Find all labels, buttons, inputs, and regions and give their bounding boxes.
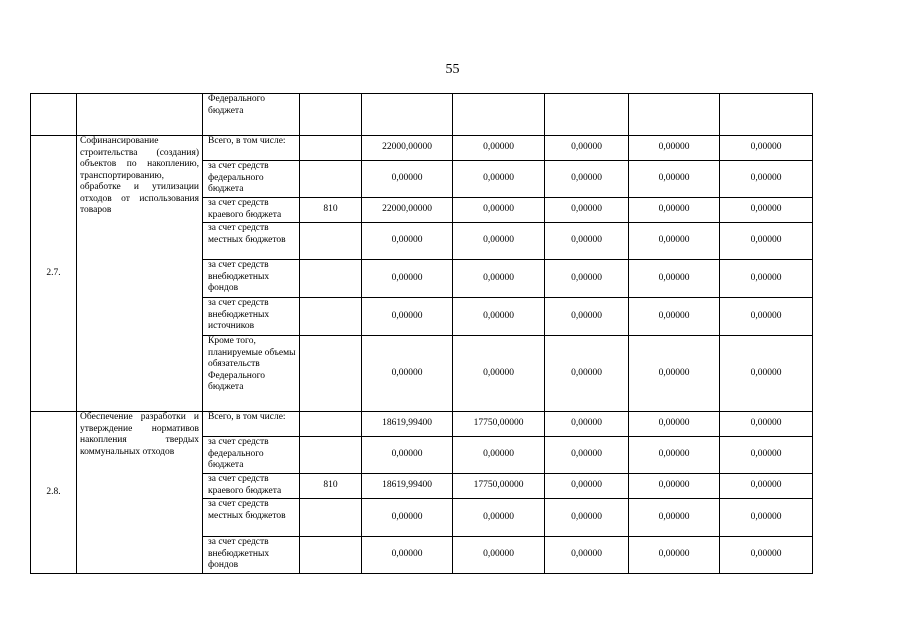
budget-code xyxy=(300,260,362,298)
name-cell xyxy=(77,94,203,136)
value-cell: 0,00000 xyxy=(720,537,813,574)
value-cell: 0,00000 xyxy=(545,223,629,260)
value-cell: 0,00000 xyxy=(545,474,629,499)
value-cell: 0,00000 xyxy=(629,161,720,198)
budget-code xyxy=(300,499,362,537)
funding-source: за счет средств федерального бюджета xyxy=(203,437,300,474)
budget-table xyxy=(30,93,813,574)
value-cell: 0,00000 xyxy=(629,298,720,336)
value-cell: 0,00000 xyxy=(629,136,720,161)
value-cell: 0,00000 xyxy=(362,336,453,412)
value-cell: 0,00000 xyxy=(629,537,720,574)
measure-name: Софинансирование строительства (создания) объектов по накоплению, транспортированию, обработке и утилизации отходов от использования товаров xyxy=(77,136,203,412)
value-cell: 0,00000 xyxy=(720,136,813,161)
value-cell: 0,00000 xyxy=(720,336,813,412)
value-cell xyxy=(629,94,720,136)
value-cell: 0,00000 xyxy=(629,474,720,499)
value-cell: 0,00000 xyxy=(629,437,720,474)
budget-code xyxy=(300,136,362,161)
funding-source: за счет средств краевого бюджета xyxy=(203,198,300,223)
funding-source: Кроме того, планируемые объемы обязательств Федерального бюджета xyxy=(203,336,300,412)
value-cell: 0,00000 xyxy=(453,298,545,336)
value-cell xyxy=(545,94,629,136)
value-cell: 0,00000 xyxy=(720,298,813,336)
budget-code xyxy=(300,298,362,336)
funding-source: Всего, в том числе: xyxy=(203,136,300,161)
value-cell: 0,00000 xyxy=(545,260,629,298)
value-cell: 18619,99400 xyxy=(362,412,453,437)
page-number: 55 xyxy=(445,62,460,77)
value-cell: 0,00000 xyxy=(629,336,720,412)
value-cell: 0,00000 xyxy=(720,198,813,223)
index-cell xyxy=(31,94,77,136)
funding-source: за счет средств краевого бюджета xyxy=(203,474,300,499)
value-cell: 0,00000 xyxy=(545,161,629,198)
budget-code xyxy=(300,537,362,574)
value-cell: 0,00000 xyxy=(545,537,629,574)
value-cell: 0,00000 xyxy=(453,161,545,198)
source-cell: Федерального бюджета xyxy=(203,94,300,136)
value-cell: 17750,00000 xyxy=(453,412,545,437)
value-cell: 0,00000 xyxy=(453,223,545,260)
value-cell: 0,00000 xyxy=(362,260,453,298)
value-cell: 0,00000 xyxy=(720,499,813,537)
budget-code: 810 xyxy=(300,474,362,499)
funding-source: за счет средств местных бюджетов xyxy=(203,499,300,537)
value-cell: 0,00000 xyxy=(453,136,545,161)
value-cell: 0,00000 xyxy=(362,223,453,260)
value-cell: 0,00000 xyxy=(720,412,813,437)
value-cell: 0,00000 xyxy=(362,298,453,336)
budget-code xyxy=(300,437,362,474)
value-cell: 0,00000 xyxy=(629,198,720,223)
row-index: 2.7. xyxy=(31,136,77,412)
value-cell: 0,00000 xyxy=(720,437,813,474)
value-cell: 0,00000 xyxy=(362,537,453,574)
value-cell: 0,00000 xyxy=(362,499,453,537)
budget-code xyxy=(300,161,362,198)
budget-code: 810 xyxy=(300,198,362,223)
value-cell: 0,00000 xyxy=(720,161,813,198)
funding-source: Всего, в том числе: xyxy=(203,412,300,437)
value-cell: 17750,00000 xyxy=(453,474,545,499)
table-row xyxy=(31,94,813,136)
value-cell: 0,00000 xyxy=(720,223,813,260)
value-cell: 0,00000 xyxy=(545,437,629,474)
budget-code xyxy=(300,412,362,437)
value-cell: 0,00000 xyxy=(453,499,545,537)
value-cell: 0,00000 xyxy=(720,474,813,499)
value-cell xyxy=(362,94,453,136)
value-cell: 0,00000 xyxy=(453,537,545,574)
value-cell: 0,00000 xyxy=(545,198,629,223)
value-cell: 0,00000 xyxy=(545,336,629,412)
budget-code xyxy=(300,223,362,260)
value-cell: 0,00000 xyxy=(545,136,629,161)
value-cell: 0,00000 xyxy=(453,260,545,298)
table-row xyxy=(31,412,813,437)
measure-name: Обеспечение разработки и утверждение нормативов накопления твердых коммунальных отходов xyxy=(77,412,203,574)
value-cell: 0,00000 xyxy=(629,260,720,298)
value-cell: 0,00000 xyxy=(629,412,720,437)
value-cell: 0,00000 xyxy=(720,260,813,298)
funding-source: за счет средств внебюджетных источников xyxy=(203,298,300,336)
code-cell xyxy=(300,94,362,136)
value-cell: 0,00000 xyxy=(453,198,545,223)
value-cell: 0,00000 xyxy=(453,336,545,412)
value-cell: 22000,00000 xyxy=(362,136,453,161)
value-cell: 0,00000 xyxy=(545,499,629,537)
value-cell xyxy=(720,94,813,136)
value-cell: 0,00000 xyxy=(629,499,720,537)
budget-code xyxy=(300,336,362,412)
value-cell: 0,00000 xyxy=(629,223,720,260)
value-cell: 18619,99400 xyxy=(362,474,453,499)
funding-source: за счет средств внебюджетных фондов xyxy=(203,260,300,298)
funding-source: за счет средств внебюджетных фондов xyxy=(203,537,300,574)
value-cell xyxy=(453,94,545,136)
row-index: 2.8. xyxy=(31,412,77,574)
value-cell: 0,00000 xyxy=(545,412,629,437)
value-cell: 0,00000 xyxy=(453,437,545,474)
value-cell: 0,00000 xyxy=(362,437,453,474)
value-cell: 22000,00000 xyxy=(362,198,453,223)
value-cell: 0,00000 xyxy=(362,161,453,198)
funding-source: за счет средств федерального бюджета xyxy=(203,161,300,198)
funding-source: за счет средств местных бюджетов xyxy=(203,223,300,260)
value-cell: 0,00000 xyxy=(545,298,629,336)
table-row xyxy=(31,136,813,161)
